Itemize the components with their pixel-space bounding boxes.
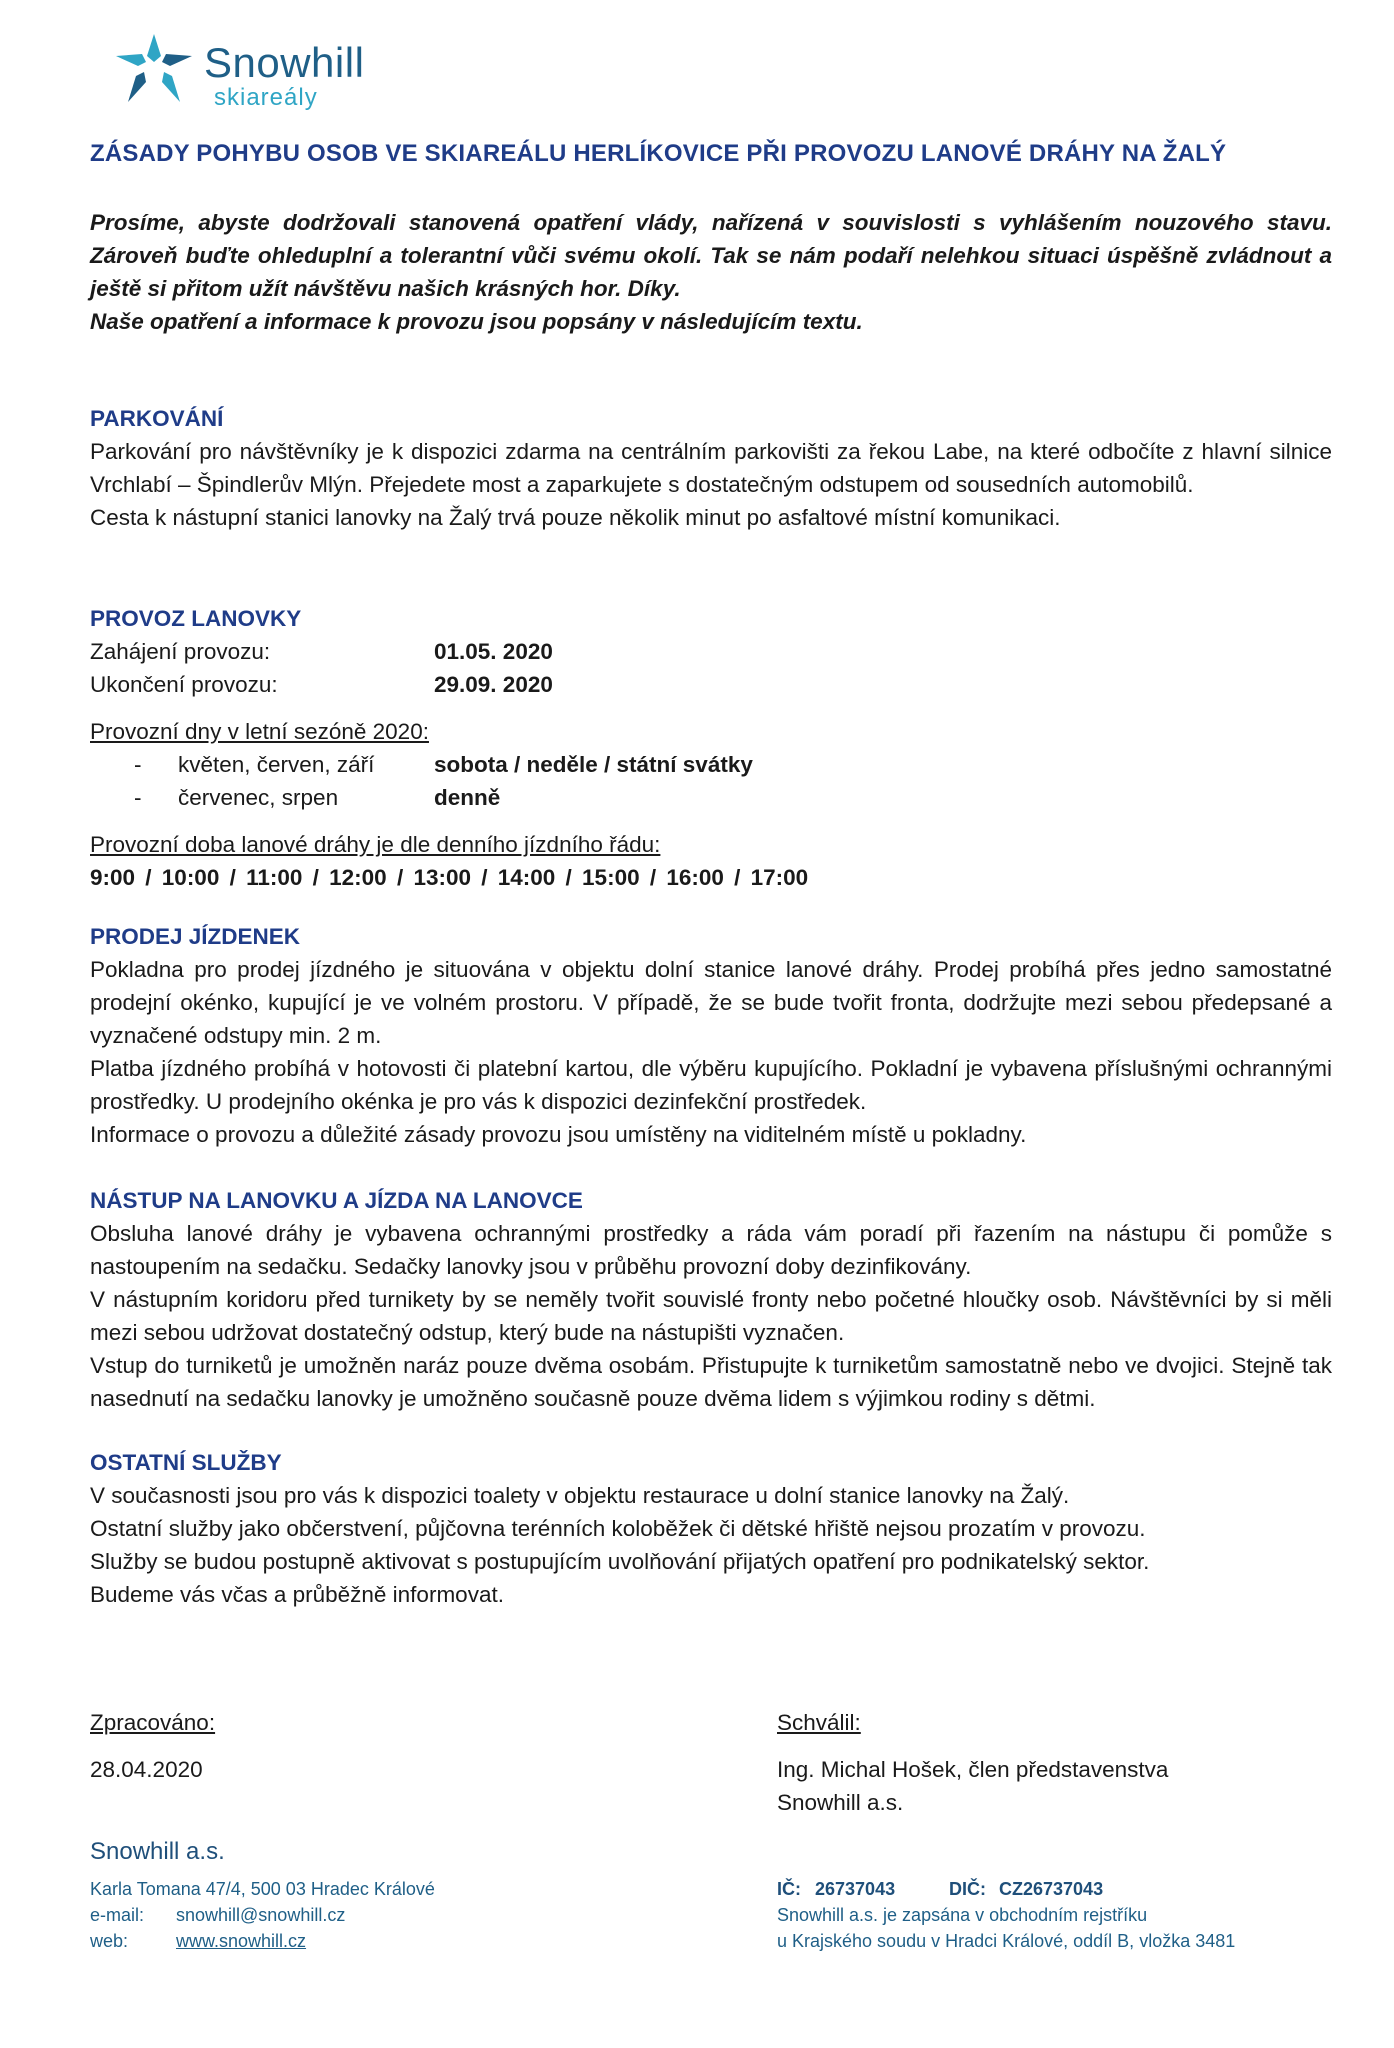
section-heading: OSTATNÍ SLUŽBY	[90, 1450, 282, 1475]
operating-days-item: - červenec, srpen denně	[90, 781, 1332, 814]
dic-value: CZ26737043	[999, 1879, 1104, 1899]
section-paragraph: Obsluha lanové dráhy je vybavena ochrannými prostředky a ráda vám poradí při řazením na nástupu či pomůže s nastoupením na sedačku. Sedačky lanovky jsou v průběhu provozní doby dezinfikovány.	[90, 1221, 1332, 1279]
days: denně	[434, 785, 501, 810]
tickets-section	[90, 920, 1332, 1151]
section-paragraph: Informace o provozu a důležité zásady provozu jsou umístěny na viditelném místě u pokladny.	[90, 1122, 1027, 1147]
days: sobota / neděle / státní svátky	[434, 752, 753, 777]
schedule-title: Provozní doba lanové dráhy je dle denního jízdního řádu:	[90, 832, 661, 857]
email-value: snowhill@snowhill.cz	[176, 1905, 346, 1925]
ic-value: 26737043	[815, 1879, 896, 1899]
footer-registry	[777, 1876, 1337, 1954]
snowhill-logo	[114, 30, 374, 120]
registry-line: u Krajského soudu v Hradci Králové, oddíl B, vložka 3481	[777, 1931, 1236, 1951]
ic-label: IČ:	[777, 1879, 801, 1899]
approved-label: Schválil:	[777, 1710, 861, 1735]
email-label: e-mail:	[90, 1905, 145, 1925]
months: květen, červen, září	[178, 752, 375, 777]
section-paragraph: Platba jízdného probíhá v hotovosti či platební kartou, dle výběru kupujícího. Pokladní je vybavena příslušnými ochrannými prostředky. U prodejního okénka je pro vás k dispozici dezinfekční prostředek.	[90, 1056, 1332, 1114]
footer-email-row	[90, 1902, 610, 1928]
footer-ids	[777, 1876, 1337, 1902]
dic-label: DIČ:	[949, 1879, 986, 1899]
document-title: ZÁSADY POHYBU OSOB VE SKIAREÁLU HERLÍKOVICE PŘI PROVOZU LANOVÉ DRÁHY NA ŽALÝ	[90, 140, 1227, 167]
section-paragraph: Služby se budou postupně aktivovat s postupujícím uvolňování přijatých opatření pro podnikatelský sektor.	[90, 1549, 1150, 1574]
footer-address: Karla Tomana 47/4, 500 03 Hradec Králové	[90, 1879, 435, 1899]
intro-block	[90, 206, 1332, 338]
web-link[interactable]: www.snowhill.cz	[176, 1931, 307, 1951]
section-paragraph: Cesta k nástupní stanici lanovky na Žalý trvá pouze několik minut po asfaltové místní komunikaci.	[90, 505, 1061, 530]
logo-name: Snowhill	[204, 39, 365, 86]
services-section	[90, 1446, 1332, 1611]
section-paragraph: Parkování pro návštěvníky je k dispozici zdarma na centrálním parkovišti za řekou Labe, na které odbočíte z hlavní silnice Vrchlabí – Špindlerův Mlýn. Přejedete most a zaparkujete s dostatečným odstupem od sousedních automobilů.	[90, 439, 1332, 497]
end-row	[90, 668, 1332, 701]
web-label: web:	[90, 1931, 129, 1951]
footer-web-row	[90, 1928, 610, 1954]
footer-contact	[90, 1876, 610, 1954]
months: červenec, srpen	[178, 785, 339, 810]
approved-name: Ing. Michal Hošek, člen představenstva	[777, 1757, 1169, 1782]
operation-section	[90, 602, 1332, 894]
boarding-section	[90, 1184, 1332, 1415]
approved-company: Snowhill a.s.	[777, 1790, 904, 1815]
section-heading: NÁSTUP NA LANOVKU A JÍZDA NA LANOVCE	[90, 1188, 583, 1213]
end-label: Ukončení provozu:	[90, 672, 278, 697]
section-paragraph: Pokladna pro prodej jízdného je situována v objektu dolní stanice lanové dráhy. Prodej probíhá přes jedno samostatné prodejní okénko, kupující je ve volném prostoru. V případě, že se bude tvořit fronta, dodržujte mezi sebou předepsané a vyznačené odstupy min. 2 m.	[90, 957, 1332, 1048]
section-paragraph: V nástupním koridoru před turnikety by se neměly tvořit souvislé fronty nebo početné hloučky osob. Návštěvníci by si měli mezi sebou udržovat dostatečný odstup, který bude na nástupišti vyznačen.	[90, 1287, 1332, 1345]
footer-company: Snowhill a.s.	[90, 1838, 225, 1865]
operating-days-item: - květen, červen, září sobota / neděle / státní svátky	[90, 748, 1332, 781]
prepared-label: Zpracováno:	[90, 1710, 216, 1735]
section-paragraph: Vstup do turniketů je umožněn naráz pouze dvěma osobám. Přistupujte k turniketům samostatně nebo ve dvojici. Stejně tak nasednutí na sedačku lanovky je umožněno současně pouze dvěma lidem s výjimkou rodiny s dětmi.	[90, 1353, 1332, 1411]
registry-line: Snowhill a.s. je zapsána v obchodním rejstříku	[777, 1905, 1148, 1925]
schedule-times: 9:00 / 10:00 / 11:00 / 12:00 / 13:00 / 14:00 / 15:00 / 16:00 / 17:00	[90, 865, 809, 890]
section-heading: PRODEJ JÍZDENEK	[90, 924, 301, 949]
operating-days-title: Provozní dny v letní sezóně 2020:	[90, 719, 429, 744]
section-paragraph: V současnosti jsou pro vás k dispozici toalety v objektu restaurace u dolní stanice lanovky na Žalý.	[90, 1483, 1070, 1508]
approved-block	[777, 1706, 1168, 1819]
logo-subtitle: skiareály	[214, 84, 318, 111]
prepared-date: 28.04.2020	[90, 1757, 203, 1782]
intro-paragraph: Naše opatření a informace k provozu jsou popsány v následujícím textu.	[90, 309, 863, 334]
start-value: 01.05. 2020	[434, 639, 553, 664]
start-label: Zahájení provozu:	[90, 639, 271, 664]
snowflake-star-icon	[114, 32, 194, 104]
parking-section	[90, 402, 1332, 534]
start-row	[90, 635, 1332, 668]
section-heading: PARKOVÁNÍ	[90, 406, 224, 431]
end-value: 29.09. 2020	[434, 672, 553, 697]
section-paragraph: Ostatní služby jako občerstvení, půjčovna terénních koloběžek či dětské hřiště nejsou prozatím v provozu.	[90, 1516, 1146, 1541]
section-paragraph: Budeme vás včas a průběžně informovat.	[90, 1582, 504, 1607]
intro-paragraph: Prosíme, abyste dodržovali stanovená opatření vlády, nařízená v souvislosti s vyhlášením nouzového stavu. Zároveň buďte ohleduplní a tolerantní vůči svému okolí. Tak se nám podaří nelehkou situaci úspěšně zvládnout a ještě si přitom užít návštěvu našich krásných hor. Díky.	[90, 210, 1332, 301]
prepared-block	[90, 1706, 215, 1786]
section-heading: PROVOZ LANOVKY	[90, 606, 302, 631]
